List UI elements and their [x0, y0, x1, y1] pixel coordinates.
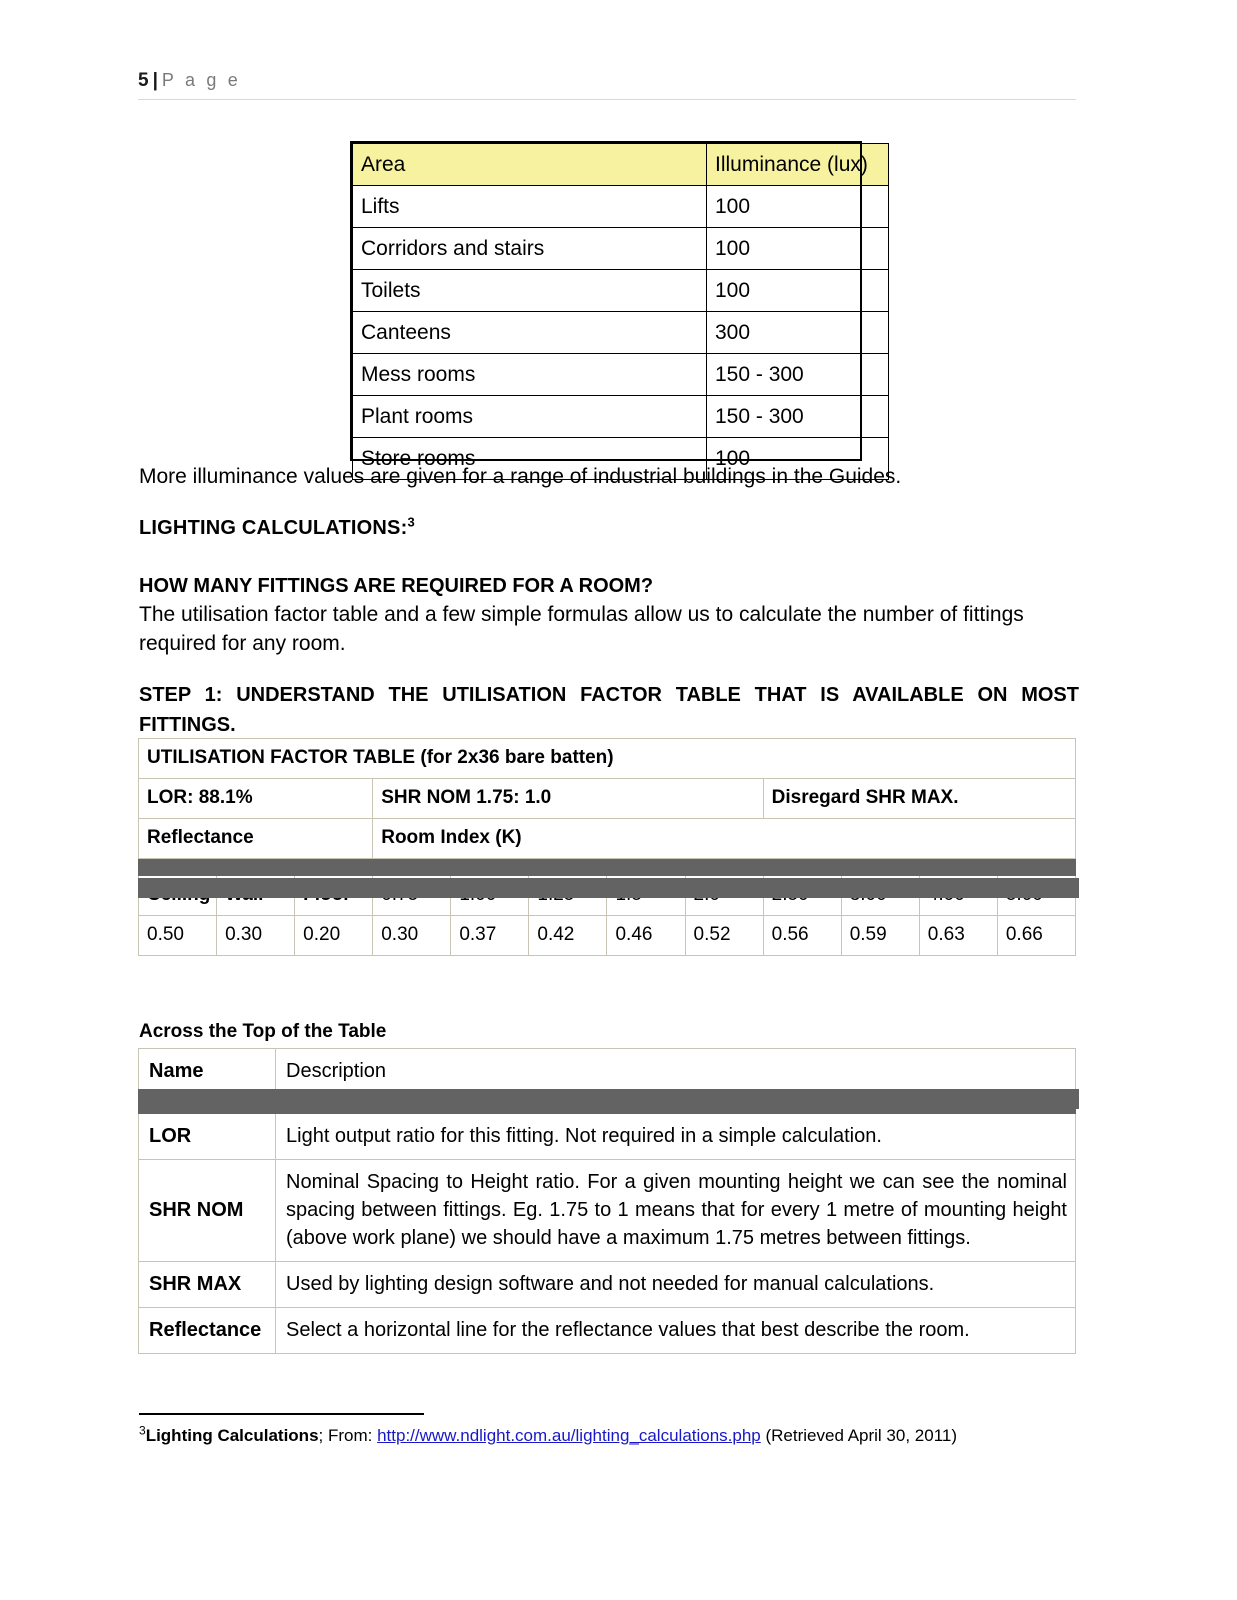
cell-area: Lifts [353, 186, 707, 228]
cell-illuminance: 100 [707, 228, 889, 270]
uf-reflectance-label: Reflectance [139, 819, 373, 859]
cell-illuminance: 100 [707, 186, 889, 228]
desc-name-reflectance: Reflectance [139, 1308, 276, 1354]
uf-shr-max-note: Disregard SHR MAX. [763, 779, 1075, 819]
uf-value-5: 0.56 [763, 916, 841, 956]
uf-lor: LOR: 88.1% [139, 779, 373, 819]
uf-value-6: 0.59 [841, 916, 919, 956]
uf-value-0: 0.30 [373, 916, 451, 956]
table-row [353, 228, 889, 270]
desc-text-shr-nom: Nominal Spacing to Height ratio. For a given mounting height we can see the nominal spacing between fittings. Eg. 1.75 to 1 means that for every 1 metre of mounting height (above work plane) we should have a maximum 1.75 metres between fittings. [276, 1160, 1076, 1262]
cell-area: Mess rooms [353, 354, 707, 396]
cell-area: Store rooms [353, 438, 707, 480]
desc-name-shr-nom: SHR NOM [139, 1160, 276, 1262]
desc-separator-overhang [138, 1089, 1079, 1109]
uf-value-3: 0.46 [607, 916, 685, 956]
cell-area: Plant rooms [353, 396, 707, 438]
footnote-retrieved: (Retrieved April 30, 2011) [760, 1426, 957, 1445]
footnote-link[interactable]: http://www.ndlight.com.au/lighting_calculations.php [377, 1426, 761, 1445]
uf-separator-overhang [138, 878, 1079, 898]
page-label: P a g e [161, 70, 242, 90]
desc-column-header-description: Description [276, 1049, 1076, 1095]
uf-value-1: 0.37 [451, 916, 529, 956]
heading-how-many-fittings: HOW MANY FITTINGS ARE REQUIRED FOR A ROOM? [139, 575, 654, 597]
cell-area: Corridors and stairs [353, 228, 707, 270]
desc-column-header-name: Name [139, 1049, 276, 1095]
heading-step-1: STEP 1: UNDERSTAND THE UTILISATION FACTOR TABLE THAT IS AVAILABLE ON MOST FITTINGS. [139, 684, 1079, 736]
desc-text-shr-max: Used by lighting design software and not needed for manual calculations. [276, 1262, 1076, 1308]
uf-value-wall: 0.30 [217, 916, 295, 956]
uf-value-floor: 0.20 [295, 916, 373, 956]
table-row [139, 1262, 1076, 1308]
uf-value-7: 0.63 [919, 916, 997, 956]
table-row [353, 396, 889, 438]
table-row [139, 1160, 1076, 1262]
cell-area: Canteens [353, 312, 707, 354]
uf-title: UTILISATION FACTOR TABLE (for 2x36 bare batten) [139, 739, 1076, 779]
illuminance-table [352, 143, 889, 480]
uf-title-row [139, 739, 1076, 779]
uf-room-index-label: Room Index (K) [373, 819, 1076, 859]
uf-shr-nom: SHR NOM 1.75: 1.0 [373, 779, 763, 819]
footnote-number: 3 [139, 1423, 146, 1438]
uf-spec-row [139, 779, 1076, 819]
desc-name-shr-max: SHR MAX [139, 1262, 276, 1308]
column-header-illuminance: Illuminance (lux) [707, 144, 889, 186]
table-row [353, 312, 889, 354]
paragraph-more-illuminance: More illuminance values are given for a range of industrial buildings in the Guides. [139, 465, 902, 488]
cell-illuminance: 100 [707, 438, 889, 480]
uf-separator-bar [139, 859, 1076, 876]
uf-value-8: 0.66 [997, 916, 1075, 956]
heading-lighting-calculations [139, 514, 839, 542]
table-row [353, 270, 889, 312]
cell-illuminance: 100 [707, 270, 889, 312]
desc-name-lor: LOR [139, 1114, 276, 1160]
cell-area: Toilets [353, 270, 707, 312]
desc-text-lor: Light output ratio for this fitting. Not required in a simple calculation. [276, 1114, 1076, 1160]
illuminance-table-wrapper [352, 143, 889, 480]
uf-value-ceiling: 0.50 [139, 916, 217, 956]
table-row [139, 1308, 1076, 1354]
uf-separator-row [139, 859, 1076, 876]
table-row [353, 354, 889, 396]
heading-across-top-of-table: Across the Top of the Table [139, 1021, 387, 1042]
table-row [353, 186, 889, 228]
utilisation-factor-table [138, 738, 1076, 956]
page-header [138, 68, 1076, 93]
uf-label-row [139, 819, 1076, 859]
utilisation-factor-table-wrapper [138, 738, 1076, 956]
heading-lighting-calculations-text: LIGHTING CALCULATIONS: [139, 517, 408, 539]
footnote [139, 1424, 1079, 1447]
desc-header-row [139, 1049, 1076, 1095]
footnote-marker-3: 3 [407, 514, 415, 530]
table-header-row [353, 144, 889, 186]
footnote-title: Lighting Calculations [145, 1426, 319, 1445]
paragraph-how-many-fittings: The utilisation factor table and a few simple formulas allow us to calculate the number of fittings required for any room. [139, 603, 1024, 655]
table-row [139, 1114, 1076, 1160]
footnote-separator-text: ; From: [318, 1426, 378, 1445]
cell-illuminance: 150 - 300 [707, 396, 889, 438]
uf-value-2: 0.42 [529, 916, 607, 956]
header-rule [138, 99, 1076, 100]
cell-illuminance: 300 [707, 312, 889, 354]
cell-illuminance: 150 - 300 [707, 354, 889, 396]
column-header-area: Area [353, 144, 707, 186]
page-number: 5 [138, 70, 149, 91]
desc-text-reflectance: Select a horizontal line for the reflectance values that best describe the room. [276, 1308, 1076, 1354]
page-header-separator: | [152, 70, 158, 91]
uf-value-row [139, 916, 1076, 956]
uf-value-4: 0.52 [685, 916, 763, 956]
footnote-separator-rule [139, 1413, 424, 1415]
page-header-line [138, 68, 1076, 93]
